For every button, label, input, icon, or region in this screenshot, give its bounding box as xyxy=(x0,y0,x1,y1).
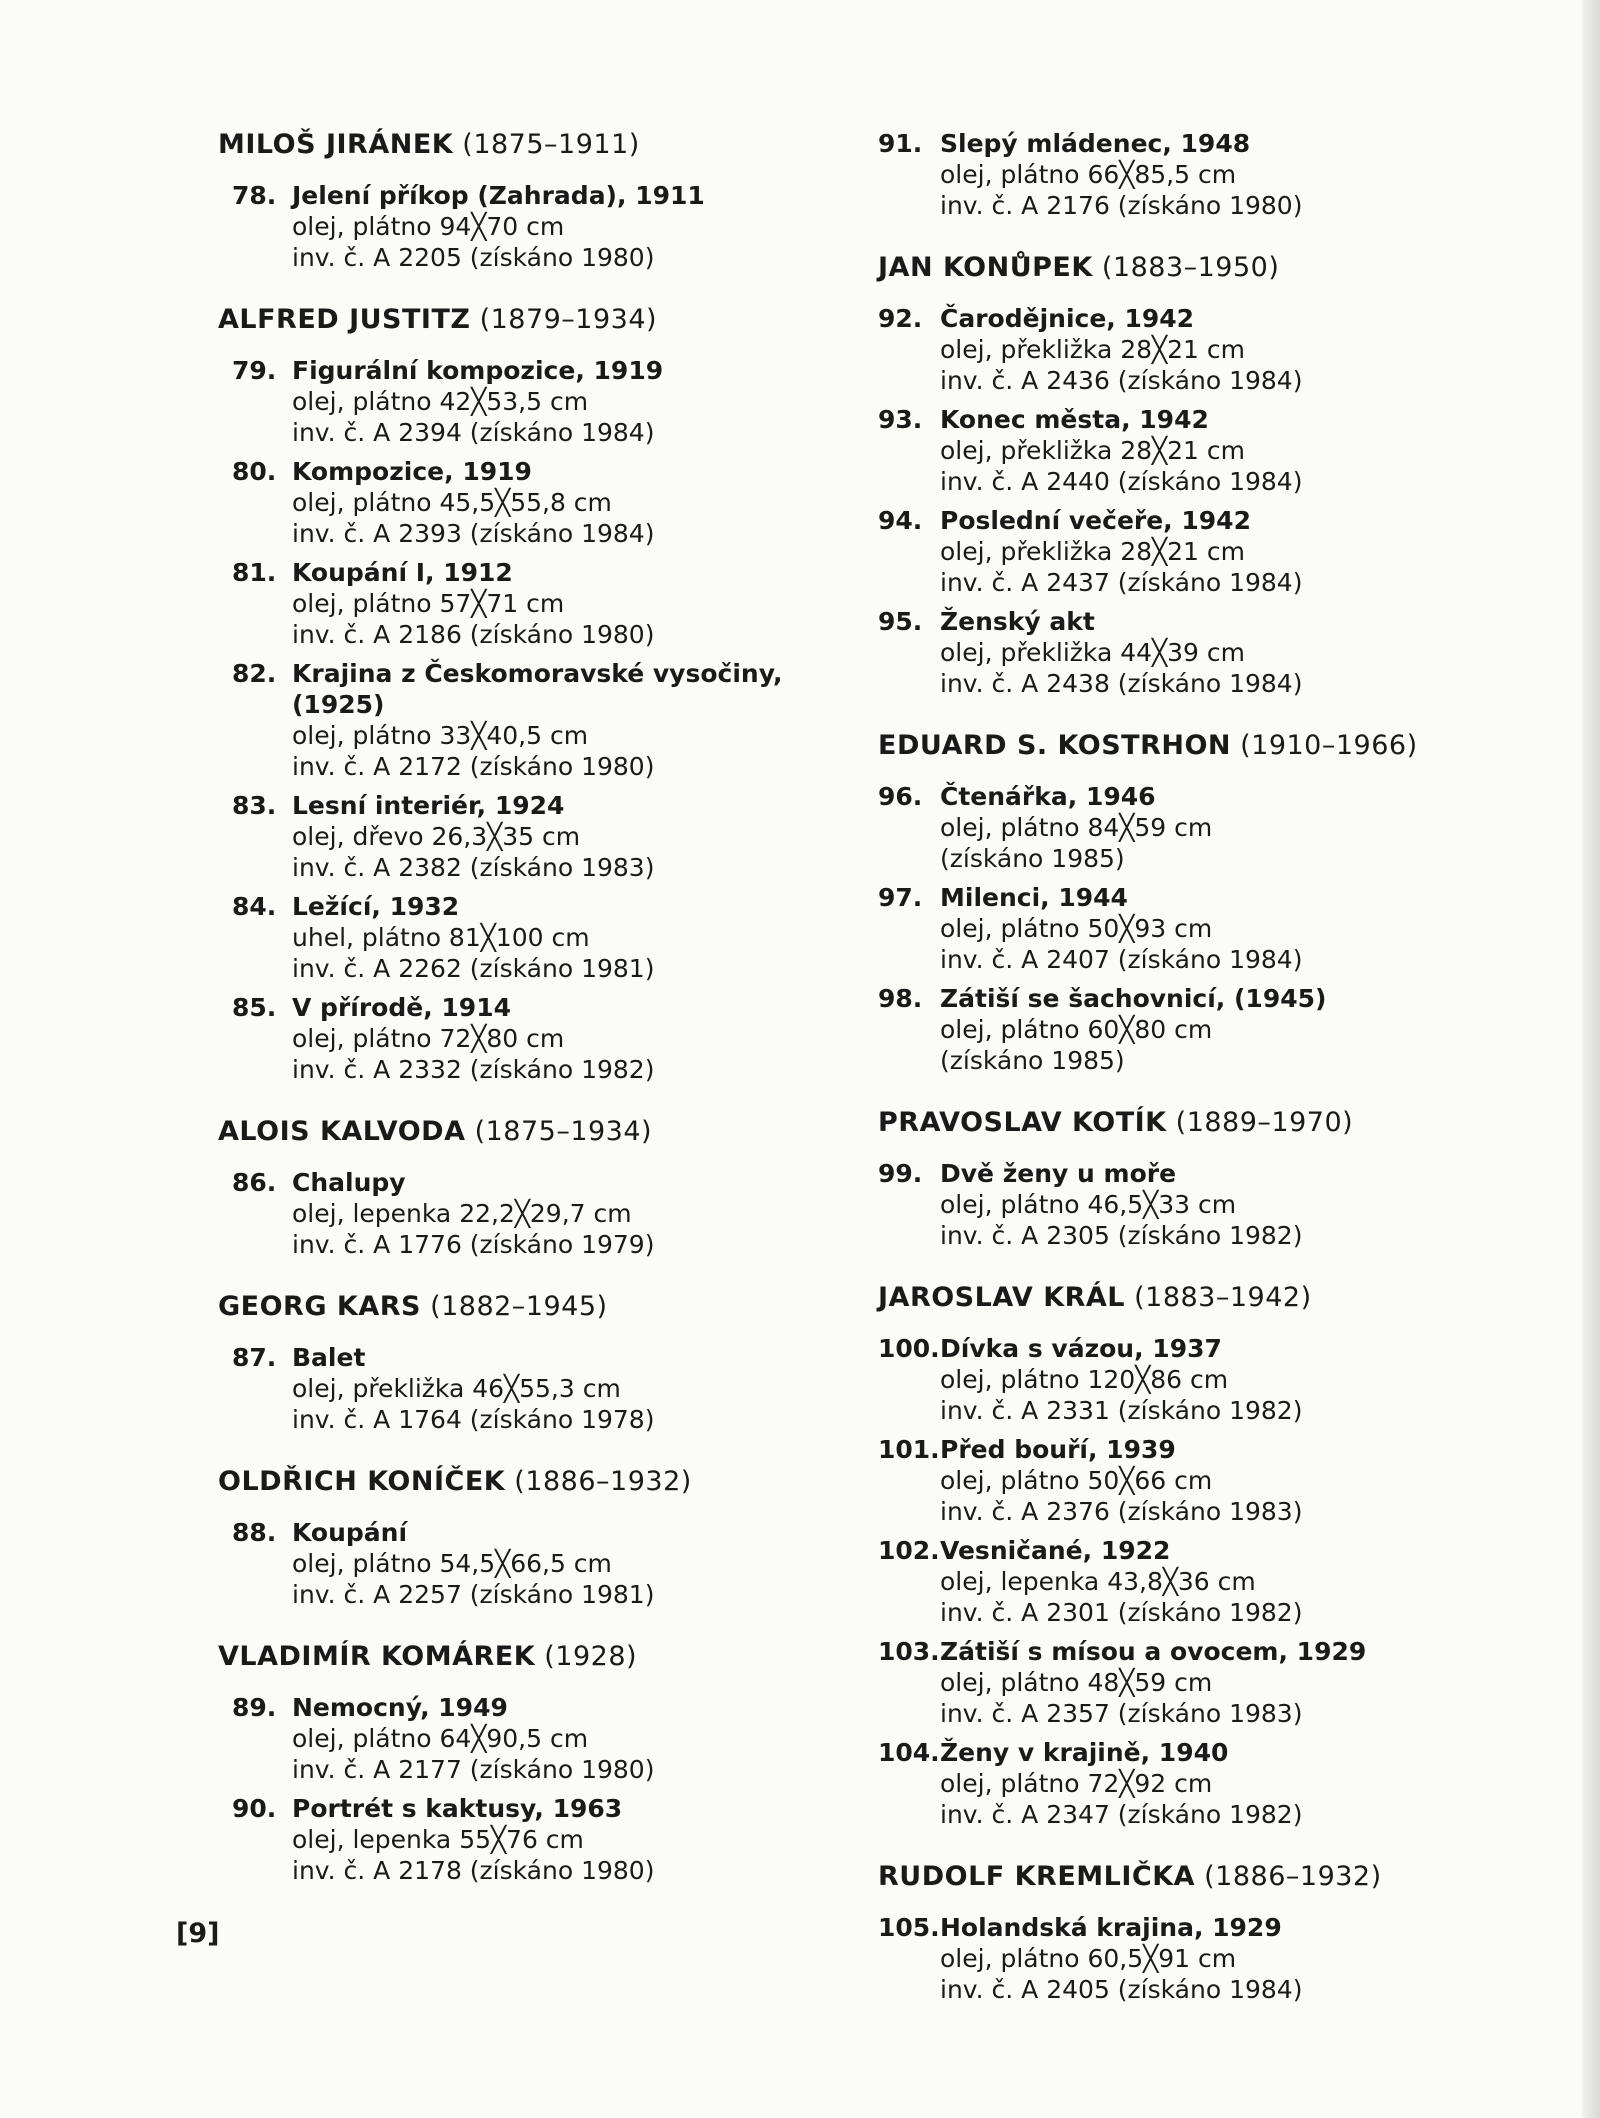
left-column xyxy=(218,128,858,1894)
page-edge-shadow xyxy=(1582,0,1600,2118)
entry-title: Holandská krajina, 1929 xyxy=(940,1913,1282,1942)
entry-title: Před bouří, 1939 xyxy=(940,1435,1176,1464)
entry-detail: olej, plátno 66╳85,5 cm xyxy=(940,160,1237,189)
entry-title: Konec města, 1942 xyxy=(940,405,1209,434)
catalog-entry xyxy=(218,992,858,1085)
entry-detail: inv. č. A 2186 (získáno 1980) xyxy=(292,620,655,649)
artist-name: EDUARD S. KOSTRHON xyxy=(878,730,1232,761)
entry-detail: uhel, plátno 81╳100 cm xyxy=(292,923,590,952)
entry-title: Poslední večeře, 1942 xyxy=(940,506,1251,535)
catalog-entry xyxy=(218,658,858,782)
entry-number: 95. xyxy=(878,607,923,636)
artist-name: GEORG KARS xyxy=(218,1291,421,1322)
entry-title: Balet xyxy=(292,1343,366,1372)
entry-number: 85. xyxy=(232,993,277,1022)
entry-number: 99. xyxy=(878,1159,923,1188)
entry-title: Čtenářka, 1946 xyxy=(940,782,1156,811)
entry-detail: inv. č. A 2332 (získáno 1982) xyxy=(292,1055,655,1084)
catalog-entry xyxy=(878,1333,1438,1426)
catalog-entry xyxy=(878,128,1438,221)
entry-title: V přírodě, 1914 xyxy=(292,993,511,1022)
artist-years: (1883–1950) xyxy=(1101,252,1280,283)
entry-title: Jelení příkop (Zahrada), 1911 xyxy=(292,181,705,210)
entry-detail: olej, plátno 72╳92 cm xyxy=(940,1769,1213,1798)
entry-detail: olej, plátno 64╳90,5 cm xyxy=(292,1724,589,1753)
artist-heading xyxy=(218,1465,858,1499)
entry-detail: olej, plátno 46,5╳33 cm xyxy=(940,1190,1237,1219)
entry-detail: olej, překližka 28╳21 cm xyxy=(940,436,1245,465)
entry-detail: olej, plátno 72╳80 cm xyxy=(292,1024,565,1053)
entry-number: 102. xyxy=(878,1536,940,1565)
catalog-entry xyxy=(218,1167,858,1260)
entry-title: Chalupy xyxy=(292,1168,406,1197)
entry-detail: inv. č. A 2437 (získáno 1984) xyxy=(940,568,1303,597)
entry-detail: inv. č. A 2394 (získáno 1984) xyxy=(292,418,655,447)
entry-number: 80. xyxy=(232,457,277,486)
catalog-entry xyxy=(878,303,1438,396)
entry-detail: inv. č. A 2172 (získáno 1980) xyxy=(292,752,655,781)
entry-detail: inv. č. A 2176 (získáno 1980) xyxy=(940,191,1303,220)
entry-number: 104. xyxy=(878,1738,940,1767)
catalog-entry xyxy=(878,1434,1438,1527)
artist-years: (1882–1945) xyxy=(430,1291,608,1322)
entry-title: Ležící, 1932 xyxy=(292,892,460,921)
artist-years: (1889–1970) xyxy=(1175,1107,1354,1138)
entry-detail: olej, plátno 60,5╳91 cm xyxy=(940,1944,1237,1973)
artist-name: OLDŘICH KONÍČEK xyxy=(218,1466,506,1497)
entry-detail: inv. č. A 2262 (získáno 1981) xyxy=(292,954,655,983)
catalog-entry xyxy=(878,1535,1438,1628)
entry-detail: olej, překližka 44╳39 cm xyxy=(940,638,1245,667)
entry-detail: olej, plátno 50╳66 cm xyxy=(940,1466,1213,1495)
entry-detail: inv. č. A 2331 (získáno 1982) xyxy=(940,1396,1303,1425)
entry-number: 90. xyxy=(232,1794,277,1823)
entry-number: 93. xyxy=(878,405,923,434)
artist-years: (1910–1966) xyxy=(1240,730,1418,761)
artist-name: MILOŠ JIRÁNEK xyxy=(218,129,454,160)
entry-number: 86. xyxy=(232,1168,277,1197)
catalog-entry xyxy=(218,456,858,549)
entry-number: 88. xyxy=(232,1518,277,1547)
entry-detail: inv. č. A 2393 (získáno 1984) xyxy=(292,519,655,548)
artist-heading xyxy=(218,1115,858,1149)
entry-detail: olej, plátno 60╳80 cm xyxy=(940,1015,1213,1044)
catalog-entry xyxy=(878,781,1438,874)
entry-detail: olej, překližka 28╳21 cm xyxy=(940,537,1245,566)
entry-number: 100. xyxy=(878,1334,940,1363)
catalog-entry xyxy=(878,1912,1438,2005)
entry-detail: inv. č. A 2407 (získáno 1984) xyxy=(940,945,1303,974)
entry-title: Lesní interiér, 1924 xyxy=(292,791,565,820)
entry-detail: inv. č. A 2178 (získáno 1980) xyxy=(292,1856,655,1885)
artist-years: (1883–1942) xyxy=(1134,1282,1312,1313)
entry-number: 81. xyxy=(232,558,277,587)
right-column xyxy=(878,128,1438,2013)
catalog-entry xyxy=(878,606,1438,699)
entry-detail: olej, plátno 120╳86 cm xyxy=(940,1365,1229,1394)
entry-number: 105. xyxy=(878,1913,940,1942)
entry-detail: inv. č. A 2205 (získáno 1980) xyxy=(292,243,655,272)
entry-number: 101. xyxy=(878,1435,940,1464)
entry-title: Zátiší se šachovnicí, (1945) xyxy=(940,984,1327,1013)
catalog-entry xyxy=(218,1793,858,1886)
catalog-entry xyxy=(218,1342,858,1435)
catalog-entry xyxy=(218,355,858,448)
entry-title: Portrét s kaktusy, 1963 xyxy=(292,1794,623,1823)
artist-name: RUDOLF KREMLIČKA xyxy=(878,1861,1196,1892)
artist-name: PRAVOSLAV KOTÍK xyxy=(878,1107,1167,1138)
catalog-entry xyxy=(878,1737,1438,1830)
artist-heading xyxy=(878,1860,1438,1894)
entry-detail: olej, plátno 57╳71 cm xyxy=(292,589,565,618)
entry-title: Milenci, 1944 xyxy=(940,883,1128,912)
catalog-entry xyxy=(878,983,1438,1076)
catalog-entry xyxy=(218,1692,858,1785)
entry-number: 84. xyxy=(232,892,277,921)
artist-name: VLADIMÍR KOMÁREK xyxy=(218,1641,536,1672)
catalog-entry xyxy=(878,1158,1438,1251)
entry-detail: inv. č. A 2177 (získáno 1980) xyxy=(292,1755,655,1784)
entry-number: 97. xyxy=(878,883,923,912)
entry-detail: olej, plátno 94╳70 cm xyxy=(292,212,565,241)
entry-title: Vesničané, 1922 xyxy=(940,1536,1171,1565)
entry-title: Koupání xyxy=(292,1518,408,1547)
entry-detail: inv. č. A 2436 (získáno 1984) xyxy=(940,366,1303,395)
artist-heading xyxy=(218,1290,858,1324)
entry-detail: olej, plátno 45,5╳55,8 cm xyxy=(292,488,612,517)
artist-name: ALFRED JUSTITZ xyxy=(218,304,471,335)
entry-title: Kompozice, 1919 xyxy=(292,457,532,486)
entry-detail: olej, plátno 50╳93 cm xyxy=(940,914,1213,943)
catalog-entry xyxy=(218,557,858,650)
artist-years: (1886–1932) xyxy=(514,1466,692,1497)
entry-number: 94. xyxy=(878,506,923,535)
entry-detail: inv. č. A 1776 (získáno 1979) xyxy=(292,1230,655,1259)
entry-number: 92. xyxy=(878,304,923,333)
entry-title: Koupání I, 1912 xyxy=(292,558,513,587)
entry-number: 83. xyxy=(232,791,277,820)
artist-heading xyxy=(218,128,858,162)
entry-number: 96. xyxy=(878,782,923,811)
catalog-entry xyxy=(218,1517,858,1610)
entry-detail: inv. č. A 2438 (získáno 1984) xyxy=(940,669,1303,698)
catalog-entry xyxy=(878,1636,1438,1729)
entry-number: 89. xyxy=(232,1693,277,1722)
entry-title: Figurální kompozice, 1919 xyxy=(292,356,664,385)
artist-years: (1879–1934) xyxy=(479,304,658,335)
entry-title: Krajina z Českomoravské vysočiny, (1925) xyxy=(292,659,783,719)
catalog-entry xyxy=(218,891,858,984)
artist-years: (1886–1932) xyxy=(1204,1861,1382,1892)
entry-number: 82. xyxy=(232,659,277,688)
entry-number: 103. xyxy=(878,1637,940,1666)
entry-title: Dvě ženy u moře xyxy=(940,1159,1177,1188)
entry-number: 87. xyxy=(232,1343,277,1372)
entry-detail: olej, lepenka 22,2╳29,7 cm xyxy=(292,1199,632,1228)
entry-title: Ženy v krajině, 1940 xyxy=(940,1738,1229,1767)
entry-title: Dívka s vázou, 1937 xyxy=(940,1334,1222,1363)
entry-number: 79. xyxy=(232,356,277,385)
entry-detail: (získáno 1985) xyxy=(940,844,1125,873)
entry-detail: olej, plátno 42╳53,5 cm xyxy=(292,387,589,416)
artist-heading xyxy=(878,729,1438,763)
artist-years: (1875–1934) xyxy=(474,1116,653,1147)
entry-detail: olej, překližka 46╳55,3 cm xyxy=(292,1374,621,1403)
entry-detail: olej, plátno 33╳40,5 cm xyxy=(292,721,589,750)
artist-heading xyxy=(218,1640,858,1674)
entry-detail: inv. č. A 2382 (získáno 1983) xyxy=(292,853,655,882)
entry-detail: inv. č. A 2405 (získáno 1984) xyxy=(940,1975,1303,2004)
entry-number: 91. xyxy=(878,129,923,158)
entry-detail: inv. č. A 2376 (získáno 1983) xyxy=(940,1497,1303,1526)
entry-detail: olej, dřevo 26,3╳35 cm xyxy=(292,822,581,851)
entry-detail: inv. č. A 2305 (získáno 1982) xyxy=(940,1221,1303,1250)
entry-detail: inv. č. A 2347 (získáno 1982) xyxy=(940,1800,1303,1829)
artist-heading xyxy=(218,303,858,337)
entry-title: Čarodějnice, 1942 xyxy=(940,304,1195,333)
entry-number: 98. xyxy=(878,984,923,1013)
entry-detail: inv. č. A 2440 (získáno 1984) xyxy=(940,467,1303,496)
entry-detail: inv. č. A 2257 (získáno 1981) xyxy=(292,1580,655,1609)
catalog-entry xyxy=(878,882,1438,975)
artist-name: JAN KONŮPEK xyxy=(878,252,1093,283)
catalog-entry xyxy=(218,790,858,883)
entry-detail: inv. č. A 2357 (získáno 1983) xyxy=(940,1699,1303,1728)
entry-detail: inv. č. A 1764 (získáno 1978) xyxy=(292,1405,655,1434)
entry-detail: olej, plátno 54,5╳66,5 cm xyxy=(292,1549,612,1578)
artist-heading xyxy=(878,1106,1438,1140)
artist-years: (1875–1911) xyxy=(462,129,640,160)
entry-detail: olej, plátno 84╳59 cm xyxy=(940,813,1213,842)
entry-detail: (získáno 1985) xyxy=(940,1046,1125,1075)
artist-name: ALOIS KALVODA xyxy=(218,1116,466,1147)
entry-detail: olej, překližka 28╳21 cm xyxy=(940,335,1245,364)
artist-name: JAROSLAV KRÁL xyxy=(878,1282,1126,1313)
catalog-entry xyxy=(218,180,858,273)
entry-title: Slepý mládenec, 1948 xyxy=(940,129,1251,158)
entry-title: Nemocný, 1949 xyxy=(292,1693,508,1722)
entry-title: Zátiší s mísou a ovocem, 1929 xyxy=(940,1637,1367,1666)
entry-detail: olej, lepenka 55╳76 cm xyxy=(292,1825,584,1854)
entry-detail: olej, lepenka 43,8╳36 cm xyxy=(940,1567,1256,1596)
entry-detail: olej, plátno 48╳59 cm xyxy=(940,1668,1213,1697)
artist-heading xyxy=(878,1281,1438,1315)
artist-years: (1928) xyxy=(544,1641,638,1672)
entry-number: 78. xyxy=(232,181,277,210)
catalog-entry xyxy=(878,404,1438,497)
entry-detail: inv. č. A 2301 (získáno 1982) xyxy=(940,1598,1303,1627)
catalog-entry xyxy=(878,505,1438,598)
page-number: [9] xyxy=(176,1918,220,1949)
entry-title: Ženský akt xyxy=(940,607,1095,636)
artist-heading xyxy=(878,251,1438,285)
